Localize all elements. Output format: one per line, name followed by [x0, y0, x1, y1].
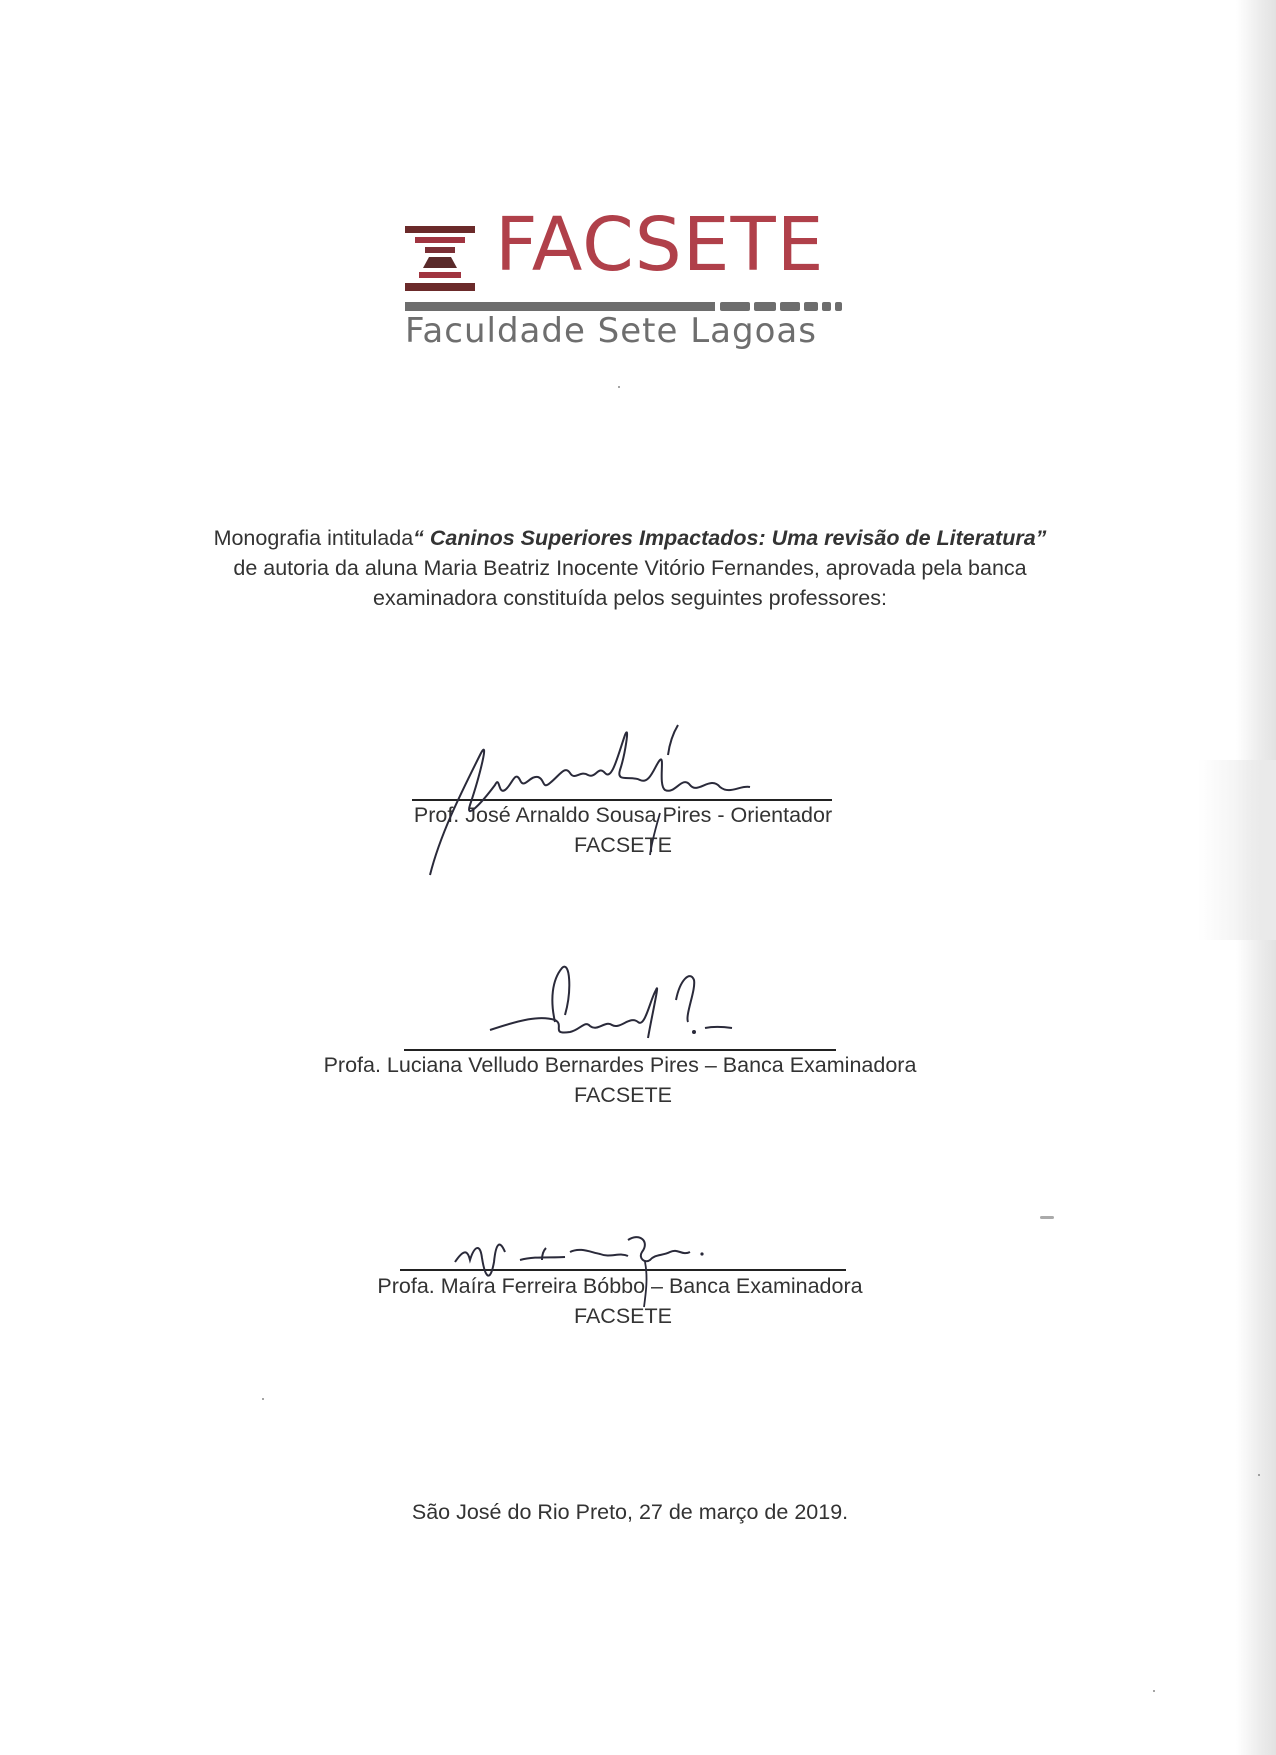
signature-line	[404, 1049, 836, 1051]
approval-statement	[200, 523, 1060, 613]
logo-wordmark: FACSETE	[495, 202, 825, 288]
signature-line	[400, 1269, 846, 1271]
signatory-institution: FACSETE	[574, 1083, 672, 1107]
facsete-logo	[405, 202, 845, 352]
logo-subtitle: Faculdade Sete Lagoas	[405, 311, 817, 351]
scan-speck	[1040, 1216, 1054, 1219]
handwritten-signature	[480, 960, 740, 1060]
place-and-date: São José do Rio Preto, 27 de março de 2019.	[411, 1500, 849, 1524]
signatory-institution: FACSETE	[574, 833, 672, 857]
scan-edge-shadow	[1198, 760, 1276, 940]
signatory-institution: FACSETE	[574, 1304, 672, 1328]
statement-lead: Monografia intitulada	[213, 526, 414, 550]
monograph-title: “ Caninos Superiores Impactados: Uma revisão de Literatura”	[413, 526, 1047, 550]
signature-line	[412, 799, 832, 801]
signatory-name: Prof. José Arnaldo Sousa Pires - Orientador	[413, 803, 833, 827]
facsete-emblem-icon	[405, 226, 475, 292]
scan-speck	[1258, 1474, 1260, 1476]
scan-speck	[262, 1398, 264, 1400]
scan-speck	[618, 386, 620, 388]
statement-rest: de autoria da aluna Maria Beatriz Inocente Vitório Fernandes, aprovada pela banca examinadora constituída pelos seguintes professores:	[233, 556, 1027, 610]
scan-speck	[1153, 1690, 1155, 1692]
signatory-name: Profa. Luciana Velludo Bernardes Pires – Banca Examinadora	[323, 1053, 917, 1077]
signatory-name: Profa. Maíra Ferreira Bóbbo – Banca Examinadora	[377, 1274, 863, 1298]
